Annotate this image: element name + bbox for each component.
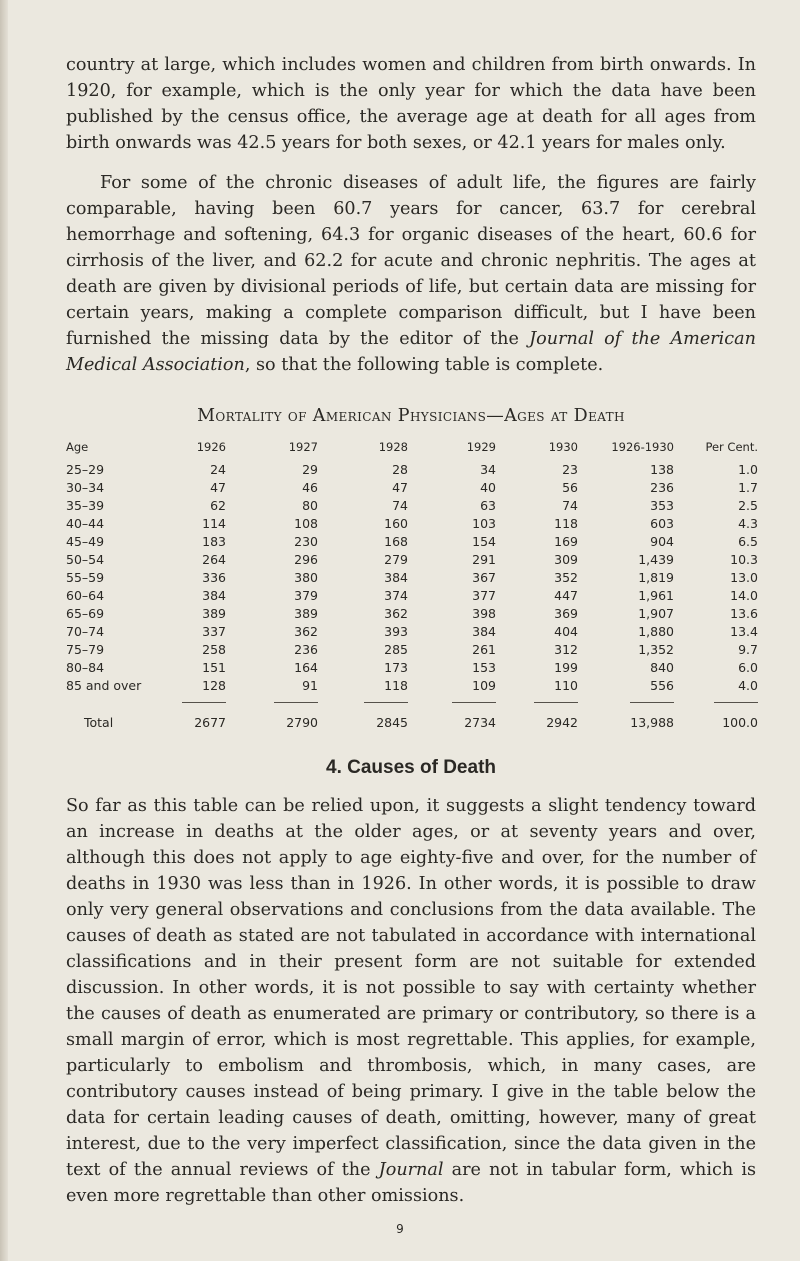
cell-1926-1930: 353 [650,497,674,513]
cell-1927: 236 [294,641,318,657]
cell-age: 35–39 [66,497,105,513]
header-age: Age [66,440,89,454]
cell-per-cent: 13.4 [730,623,758,639]
page-content [66,52,756,1209]
cell-1928: 28 [392,461,408,477]
cell-1929: 377 [472,587,496,603]
cell-1926-1930: 1,819 [638,569,674,585]
cell-1926: 62 [210,497,226,513]
cell-1927: 46 [302,479,318,495]
cell-1930: 23 [562,461,578,477]
total-rule [182,702,226,703]
cell-per-cent: 13.6 [730,605,758,621]
header-1926-1930: 1926-1930 [611,440,674,454]
table-title-text: Mortality of American Physicians—Ages at Death [197,406,625,426]
cell-1929: 34 [480,461,496,477]
cell-age: 65–69 [66,605,105,621]
cell-1926-1930: 904 [650,533,674,549]
cell-age: 55–59 [66,569,105,585]
header-1930: 1930 [548,440,578,454]
cell-1928: 173 [384,659,408,675]
total-rule [364,702,408,703]
total-rule [714,702,758,703]
journal-title-short: Journal [378,1160,444,1180]
table-row [66,586,758,604]
cell-1926-1930: 556 [650,677,674,693]
journal-title: Journal of the American Medical Association [66,329,756,375]
cell-1927: 389 [294,605,318,621]
cell-1926: 384 [202,587,226,603]
table-row [66,676,758,694]
cell-per-cent: 4.0 [738,677,758,693]
cell-1929: 384 [472,623,496,639]
header-1928: 1928 [378,440,408,454]
cell-1926: 337 [202,623,226,639]
cell-1930: 309 [554,551,578,567]
cell-1926: 264 [202,551,226,567]
cell-1930: 312 [554,641,578,657]
cell-age: 70–74 [66,623,105,639]
cell-1927: 379 [294,587,318,603]
cell-1927: 230 [294,533,318,549]
table-row [66,514,758,532]
cell-1926-1930: 236 [650,479,674,495]
table-row [66,604,758,622]
cell-1929: 261 [472,641,496,657]
cell-1929: 103 [472,515,496,531]
cell-1926-1930: 1,439 [638,551,674,567]
cell-1927: 108 [294,515,318,531]
total-per-cent: 100.0 [722,714,758,730]
table-total-row [66,709,758,731]
section-heading: 4. Causes of Death [326,757,496,778]
cell-per-cent: 2.5 [738,497,758,513]
cell-1929: 109 [472,677,496,693]
cell-1927: 296 [294,551,318,567]
cell-age: 85 and over [66,677,142,693]
cell-1926-1930: 1,961 [638,587,674,603]
cell-1929: 63 [480,497,496,513]
cell-1926: 128 [202,677,226,693]
cell-1927: 80 [302,497,318,513]
cell-1926-1930: 138 [650,461,674,477]
total-1926: 2677 [194,714,226,730]
paragraph-intro: country at large, which includes women and children from birth onwards. In 1920, for example, which is the only year for which the data have been published by the census office, the average age at death for all ages from birth onwards was 42.5 years for both sexes, or 42.1 years for males only. [66,55,756,153]
cell-1928: 393 [384,623,408,639]
total-rule [630,702,674,703]
cell-age: 40–44 [66,515,105,531]
cell-1928: 362 [384,605,408,621]
cell-1927: 91 [302,677,318,693]
cell-1930: 447 [554,587,578,603]
cell-1928: 118 [384,677,408,693]
paragraph-causes-text: So far as this table can be relied upon, it suggests a slight tendency toward an increase in deaths at the older ages, or at seventy years and over, although this does not apply to age eighty-five and over, for the number of deaths in 1930 was less than in 1926. In other words, it is possible to draw only very general observations and conclusions from the data available. The causes of death as stated are not tabulated in accordance with international classifications and in their present form are not suitable for extended discussion. In other words, it is not possible to say with certainty whether the causes of death as enumerated are primary or contributory, so there is a small margin of error, which is most regrettable. This applies, for example, particularly to embolism and thrombosis, which, in many cases, are contributory causes instead of being primary. I give in the table below the data for certain leading causes of death, omitting, however, many of great interest, due to the very imperfect classification, since the data given in the text of the annual reviews of the [66,796,756,1180]
cell-1926: 183 [202,533,226,549]
cell-age: 80–84 [66,659,105,675]
cell-1929: 153 [472,659,496,675]
cell-1928: 168 [384,533,408,549]
cell-1928: 285 [384,641,408,657]
table-row [66,478,758,496]
cell-1926: 258 [202,641,226,657]
cell-per-cent: 9.7 [738,641,758,657]
cell-per-cent: 6.0 [738,659,758,675]
paragraph-causes-end: are not in tabular form, which is even more regrettable than other omissions. [66,1160,756,1206]
cell-per-cent: 6.5 [738,533,758,549]
table-row [66,640,758,658]
cell-age: 75–79 [66,641,105,657]
cell-1928: 160 [384,515,408,531]
paragraph-chronic-diseases-end: , so that the following table is complete. [244,355,604,375]
cell-1926-1930: 1,880 [638,623,674,639]
cell-1930: 74 [562,497,578,513]
cell-1929: 40 [480,479,496,495]
cell-1927: 164 [294,659,318,675]
cell-1926-1930: 840 [650,659,674,675]
cell-1926-1930: 1,907 [638,605,674,621]
cell-per-cent: 13.0 [730,569,758,585]
header-1927: 1927 [288,440,318,454]
cell-1929: 367 [472,569,496,585]
total-1930: 2942 [546,714,578,730]
table-body [66,460,758,731]
cell-per-cent: 10.3 [730,551,758,567]
total-age: Total [84,714,114,730]
cell-1926: 47 [210,479,226,495]
cell-1926: 114 [202,515,226,531]
cell-1930: 56 [562,479,578,495]
page-number: 9 [396,1222,404,1236]
cell-1926-1930: 603 [650,515,674,531]
header-1929: 1929 [466,440,496,454]
cell-1926: 24 [210,461,226,477]
header-1926: 1926 [196,440,226,454]
cell-1930: 199 [554,659,578,675]
total-1927: 2790 [286,714,318,730]
cell-1929: 154 [472,533,496,549]
table-row [66,496,758,514]
total-1926-1930: 13,988 [630,714,674,730]
cell-1927: 29 [302,461,318,477]
table-row [66,622,758,640]
cell-per-cent: 1.0 [738,461,758,477]
cell-1928: 374 [384,587,408,603]
cell-1927: 380 [294,569,318,585]
cell-age: 45–49 [66,533,105,549]
cell-1928: 74 [392,497,408,513]
total-rule-row [66,694,758,709]
page-edge [0,0,8,1261]
total-rule [534,702,578,703]
table-row [66,568,758,586]
paragraph-causes [66,793,756,1209]
cell-age: 60–64 [66,587,105,603]
total-rule [274,702,318,703]
header-per-cent: Per Cent. [705,440,758,454]
cell-1926-1930: 1,352 [638,641,674,657]
cell-1929: 398 [472,605,496,621]
cell-1928: 47 [392,479,408,495]
paragraph-chronic-diseases [66,170,756,378]
cell-age: 50–54 [66,551,105,567]
table-row [66,532,758,550]
cell-1929: 291 [472,551,496,567]
table-title [66,406,756,426]
cell-1926: 151 [202,659,226,675]
cell-1926: 389 [202,605,226,621]
cell-1930: 110 [554,677,578,693]
cell-1927: 362 [294,623,318,639]
total-1929: 2734 [464,714,496,730]
total-1928: 2845 [376,714,408,730]
cell-1928: 279 [384,551,408,567]
mortality-table [66,440,758,731]
cell-per-cent: 14.0 [730,587,758,603]
cell-1930: 169 [554,533,578,549]
cell-per-cent: 4.3 [738,515,758,531]
paragraph-chronic-diseases-text: For some of the chronic diseases of adult life, the figures are fairly comparable, having been 60.7 years for cancer, 63.7 for cerebral hemorrhage and softening, 64.3 for organic diseases of the heart, 60.6 for cirrhosis of the liver, and 62.2 for acute and chronic nephritis. The ages at death are given by divisional periods of life, but certain data are missing for certain years, making a complete comparison difficult, but I have been furnished the missing data by the editor of the [66,173,756,349]
cell-1926: 336 [202,569,226,585]
cell-1928: 384 [384,569,408,585]
cell-per-cent: 1.7 [738,479,758,495]
cell-age: 30–34 [66,479,105,495]
cell-1930: 369 [554,605,578,621]
table-row [66,550,758,568]
cell-1930: 404 [554,623,578,639]
table-header-row [66,440,758,460]
cell-1930: 118 [554,515,578,531]
total-rule [452,702,496,703]
table-row [66,658,758,676]
cell-age: 25–29 [66,461,105,477]
cell-1930: 352 [554,569,578,585]
table-row [66,460,758,478]
